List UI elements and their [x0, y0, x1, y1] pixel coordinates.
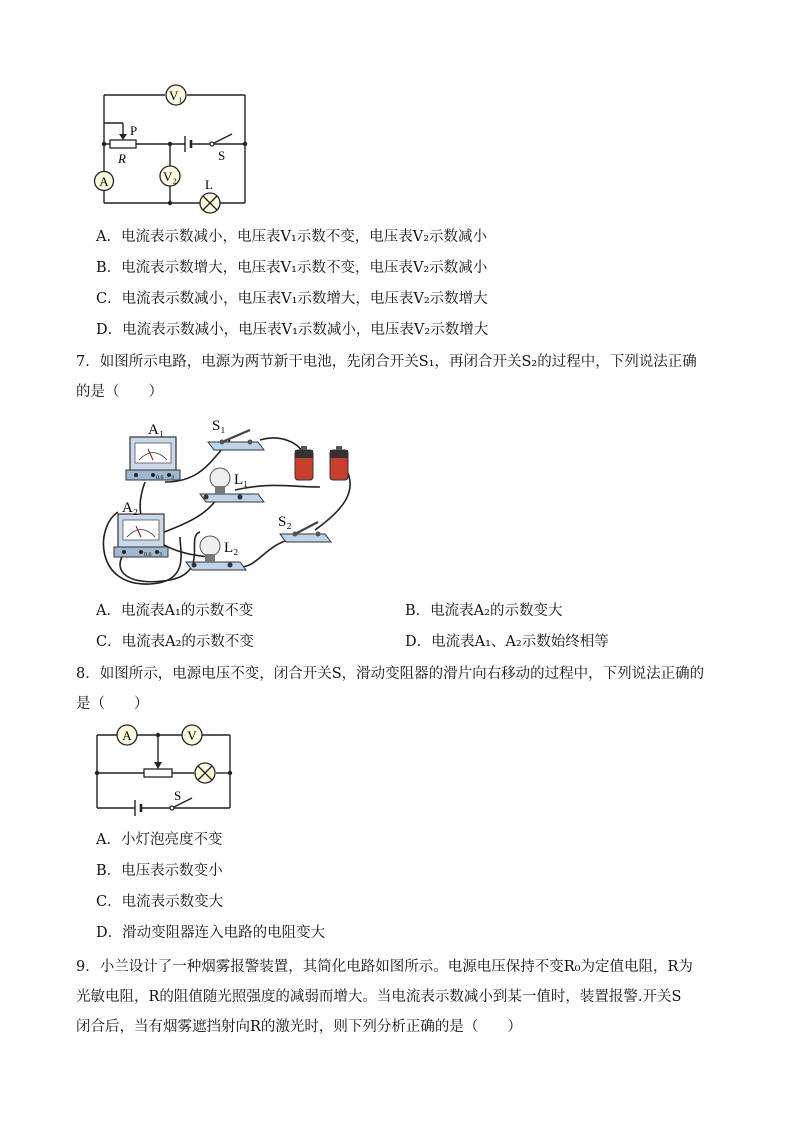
svg-text:A: A: [99, 174, 109, 189]
q6-option-b: B．电流表示数增大，电压表V₁示数不变，电压表V₂示数减小: [96, 260, 488, 276]
q7-battery-1: [295, 446, 313, 480]
q8-option-c: C．电流表示数变大: [96, 894, 224, 910]
q8-lamp: [195, 763, 215, 783]
q8-rheostat: [144, 769, 172, 777]
q7-stem-line1: 7．如图所示电路，电源为两节新干电池，先闭合开关S₁，再闭合开关S₂的过程中，下列说法正确: [76, 354, 697, 370]
q7-battery-2: [330, 446, 348, 480]
q9-stem-line1: 9．小兰设计了一种烟雾报警装置，其简化电路如图所示。电源电压保持不变R₀为定值电阻，R为: [76, 959, 693, 975]
q7-label-s1: S₁: [212, 418, 226, 434]
q8-circuit-diagram: [90, 720, 240, 820]
q7-option-a: A．电流表A₁的示数不变: [96, 603, 254, 619]
q8-option-d: D．滑动变阻器连入电路的电阻变大: [96, 925, 326, 941]
svg-text:0.6: 0.6: [144, 552, 152, 558]
q7-option-d: D．电流表A₁、A₂示数始终相等: [405, 634, 609, 650]
q6-resistor: [110, 140, 136, 148]
q7-physical-circuit-picture: [90, 412, 365, 592]
svg-text:V₂: V₂: [163, 169, 177, 184]
q6-v2-meter: [160, 166, 180, 186]
q6-option-c: C．电流表示数减小，电压表V₁示数增大，电压表V₂示数增大: [96, 291, 488, 307]
svg-text:V₁: V₁: [169, 88, 183, 103]
q7-lamp-l1: [200, 468, 264, 502]
q6-lamp: [200, 193, 220, 213]
q8-voltmeter: [182, 725, 202, 745]
svg-text:3: 3: [171, 475, 174, 481]
q8-stem-line2: 是（ ）: [76, 696, 149, 712]
q8-ammeter: [117, 725, 137, 745]
q6-label-p: P: [130, 123, 138, 138]
q6-label-s: S: [218, 148, 226, 163]
q8-option-a: A．小灯泡亮度不变: [96, 832, 223, 848]
q8-label-s: S: [174, 788, 182, 803]
svg-text:V: V: [187, 728, 197, 743]
svg-text:0.6: 0.6: [156, 475, 164, 481]
q6-option-d: D．电流表示数减小，电压表V₁示数减小，电压表V₂示数增大: [96, 322, 489, 338]
q7-option-b: B．电流表A₂的示数变大: [405, 603, 563, 619]
q9-stem-line3: 闭合后，当有烟雾遮挡射向R的激光时，则下列分析正确的是（ ）: [76, 1019, 522, 1035]
q7-ammeter-a2: [114, 514, 168, 558]
q6-v1-meter: [166, 85, 186, 105]
q6-ammeter: [95, 172, 114, 191]
q6-circuit-diagram: [88, 80, 263, 220]
q7-stem-line2: 的是（ ）: [76, 384, 163, 400]
q7-label-l1: L₁: [234, 472, 249, 488]
q7-label-a2: A₂: [122, 500, 139, 516]
q6-label-r: R: [118, 151, 126, 166]
svg-text:A: A: [122, 728, 132, 743]
q8-option-b: B．电压表示数变小: [96, 863, 223, 879]
q7-label-s2: S₂: [278, 514, 292, 530]
q6-label-l: L: [205, 177, 213, 192]
q7-label-l2: L₂: [224, 540, 239, 556]
q7-ammeter-a1: [126, 437, 180, 481]
q8-stem-line1: 8．如图所示，电源电压不变，闭合开关S，滑动变阻器的滑片向右移动的过程中，下列说法正确的: [76, 666, 705, 682]
svg-text:3: 3: [159, 552, 162, 558]
q7-option-c: C．电流表A₂的示数不变: [96, 634, 254, 650]
q7-label-a1: A₁: [148, 422, 165, 438]
q9-stem-line2: 光敏电阻，R的阻值随光照强度的减弱而增大。当电流表示数减小到某一值时，装置报警.开关S: [76, 989, 682, 1005]
q6-option-a: A．电流表示数减小，电压表V₁示数不变，电压表V₂示数减小: [96, 229, 488, 245]
